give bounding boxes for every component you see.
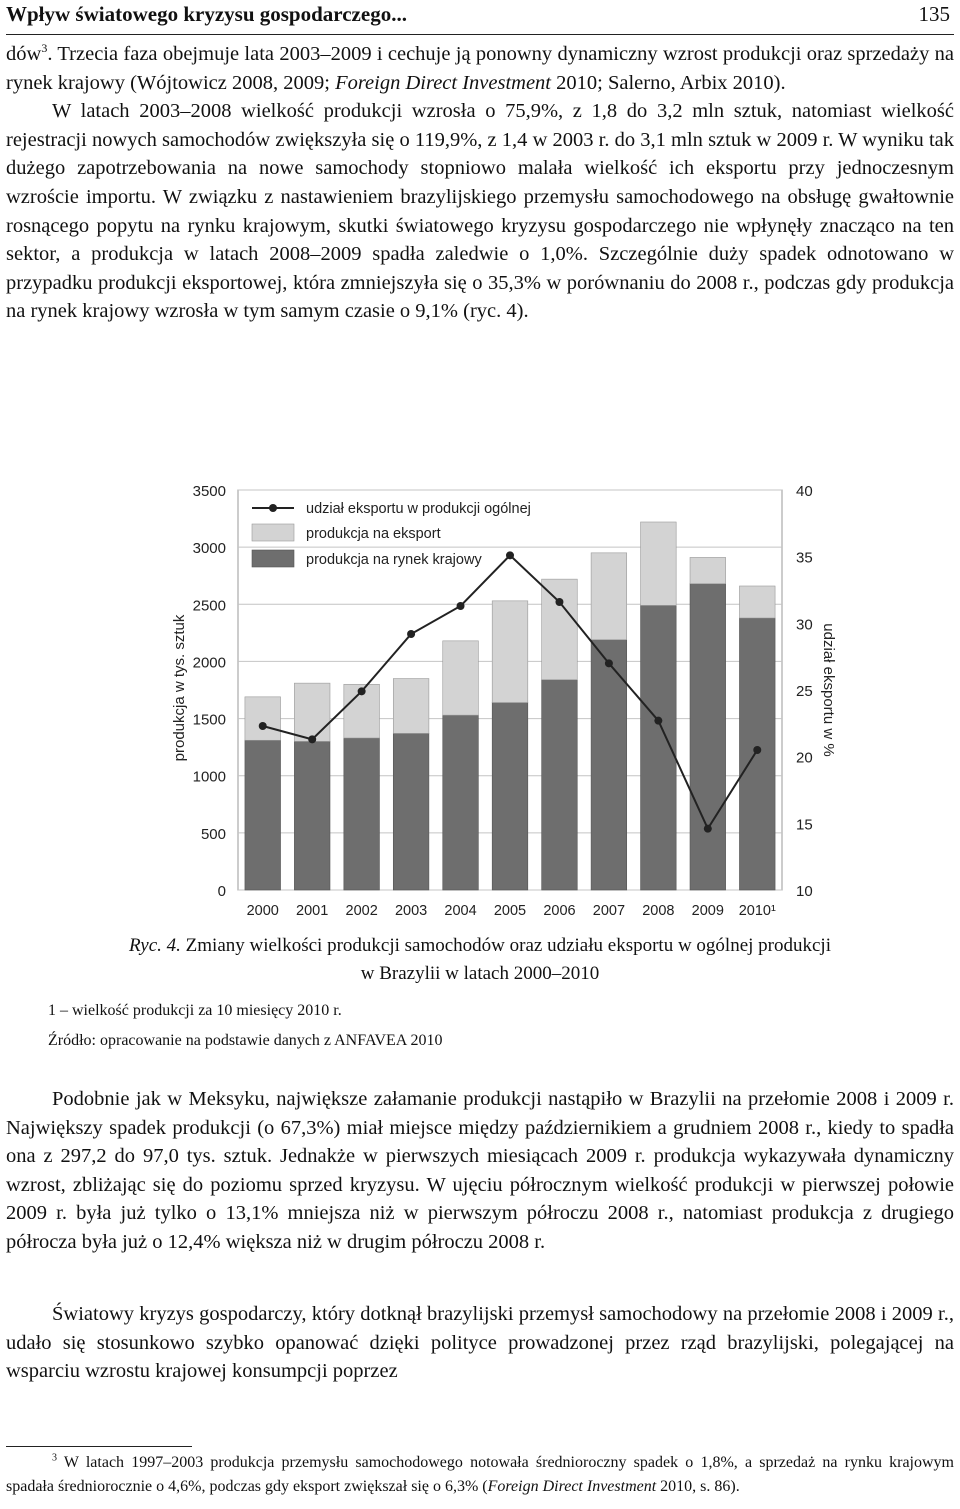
left-tick-label: 0 [217,883,226,900]
export-share-point [506,551,514,559]
figure-source: Źródło: opracowanie na podstawie danych z ANFAVEA 2010 [48,1032,443,1049]
left-tick-label: 500 [200,825,226,843]
p1-text-b: 2010; Salerno, Arbix 2010). [551,71,786,94]
export-share-point [704,825,712,833]
legend-label-line: udział eksportu w produkcji ogólnej [306,501,531,517]
p2-text: Podobnie jak w Meksyku, największe załamanie produkcji nastąpiło w Brazylii na przełomie 2008 i 2009 r. Największy spadek produkcji (o 67,3%) miał miejsce między październikiem a grudniem 2008 r., kiedy to spadła ona z 297,2 do 97,0 tys. sztuk. Jednakże w pierwszych miesiącach 2009 r. produkcja wykazywała dynamiczny wzrost, zbliżając się do poziomu sprzed kryzysu. W ujęciu półrocznym wielkość produkcji w pierwszej połowie 2009 r. była już tylko o 13,1% mniejsza niż w pierwszym półroczu 2008 r., natomiast produkcja z drugiego półrocza była już o 12,4% większa niż w drugim półroczu 2008 r. [6,1088,954,1253]
legend-label-export: produkcja na eksport [306,526,441,542]
export-share-point [457,602,465,610]
x-tick-label: 2009 [691,903,724,919]
bar-export [690,557,726,583]
p1-text-a: . Trzecia faza obejmuje lata 2003–2009 i cechuje ją ponowny dynamiczny wzrost produkcji oraz sprzedaży na rynek krajowy (Wójtowicz 2008, 2009; [6,43,954,94]
y-axis-right-title: udział eksportu w % [820,623,837,757]
left-tick-label: 3000 [192,540,226,558]
bar-domestic [245,740,281,890]
left-tick-label: 2000 [192,654,226,672]
export-share-point [654,717,662,725]
footnote-rule [6,1446,192,1447]
bar-export [245,697,281,740]
figure-note: 1 – wielkość produkcji za 10 miesięcy 2010 r. [48,1002,342,1019]
running-title: Wpływ światowego kryzysu gospodarczego... [6,2,407,26]
bar-domestic [542,680,578,890]
legend-swatch-domestic [252,550,294,567]
p1-lead: dów [6,43,42,65]
export-share-point [358,687,366,695]
export-share-point [308,735,316,743]
x-tick-label: 2006 [543,903,576,919]
export-share-point [753,746,761,754]
bar-export [542,579,578,680]
x-tick-label: 2001 [296,903,329,919]
p3-text: Światowy kryzys gospodarczy, który dotknął brazylijski przemysł samochodowy na przełomie 2008 i 2009 r., udało się stosunkowo szybko opanować dzięki polityce prowadzonej przez rząd brazylijski, polegającej na wsparciu wzrostu krajowej konsumpcji poprzez [6,1303,954,1383]
left-tick-label: 1500 [192,711,226,729]
export-share-point [407,630,415,638]
x-tick-label: 2010¹ [738,903,776,919]
caption-label: Ryc. 4. [129,935,181,956]
footnote [6,1451,954,1499]
body-paragraph-2 [6,1085,954,1257]
footnote-text-b: 2010, s. 86). [656,1478,740,1495]
bar-export [641,522,677,605]
right-tick-label: 10 [796,883,813,900]
x-tick-label: 2000 [246,903,279,919]
bar-domestic [492,703,528,890]
footnote-marker: 3 [52,1452,57,1464]
production-chart [150,478,860,926]
bar-domestic [690,584,726,890]
export-share-point [259,722,267,730]
right-tick-label: 35 [796,549,813,567]
legend-swatch-export [252,524,294,541]
x-tick-label: 2008 [642,903,675,919]
x-tick-label: 2005 [493,903,527,919]
legend-label-domestic: produkcja na rynek krajowy [306,552,482,568]
p1-text-c: W latach 2003–2008 wielkość produkcji wzrosła o 75,9%, z 1,8 do 3,2 mln sztuk, natomiast wielkość rejestracji nowych samochodów zwiększyła się o 119,9%, z 1,4 w 2003 r. do 3,1 mln sztuk w 2009 r. W wyniku tak dużego zapotrzebowania na nowe samochody stopniowo malała wielkość ich eksportu przy jednoczesnym wzroście importu. W związku z nastawieniem brazylijskiego przemysłu samochodowego na obsługę gwałtownie rosnącego popytu na rynku krajowym, skutki światowego kryzysu gospodarczego nie wpłynęły znacząco na ten sektor, a produkcja w latach 2008–2009 spadła zaledwie o 1,0%. Szczególnie duży spadek odnotowano w przypadku produkcji eksportowej, która zmniejszyła się o 35,3% w porównaniu do 2008 r., podczas gdy produkcja na rynek krajowy wzrosła w tym samym czasie o 9,1% (ryc. 4). [6,100,954,323]
bar-export [443,641,479,715]
x-tick-label: 2004 [444,903,477,919]
bar-domestic [294,741,330,890]
left-tick-label: 2500 [192,597,226,615]
figure-chart [150,478,860,926]
bar-domestic [443,715,479,890]
y-axis-title: produkcja w tys. sztuk [171,614,188,762]
bar-export [739,586,775,618]
export-share-point [555,598,563,606]
bar-export [492,601,528,703]
x-tick-label: 2003 [394,903,428,919]
caption-line1: Zmiany wielkości produkcji samochodów oraz udziału eksportu w ogólnej produkcji [185,935,831,956]
left-tick-label: 1000 [192,768,226,786]
bar-export [591,553,627,640]
x-tick-label: 2002 [345,903,378,919]
right-tick-label: 25 [796,683,813,700]
bar-domestic [344,738,380,890]
x-tick-label: 2007 [592,903,626,919]
right-tick-label: 30 [796,616,813,634]
legend-swatch-point [269,504,277,512]
right-tick-label: 40 [796,483,813,500]
figure-caption [6,932,954,988]
caption-line2: w Brazylii w latach 2000–2010 [360,963,600,984]
footnote-text-a: W latach 1997–2003 produkcja przemysłu samochodowego notowała średnioroczny spadek o 1,8%, a sprzedaż na rynku krajowym spadała średniorocznie o 4,6%, podczas gdy eksport zwiększał się o 6,3% ( [6,1454,954,1495]
bar-export [393,679,429,734]
running-header [6,0,954,35]
bar-domestic [393,733,429,890]
p1-italic-ref: Foreign Direct Investment [335,71,552,94]
page-number: 135 [918,2,950,26]
body-paragraph-1 [6,40,954,326]
footnote-ref[interactable]: 3 [41,41,48,56]
export-share-point [605,659,613,667]
right-tick-label: 15 [796,816,813,834]
left-tick-label: 3500 [192,483,226,500]
right-tick-label: 20 [796,749,813,767]
body-paragraph-3 [6,1300,954,1386]
footnote-italic-ref: Foreign Direct Investment [487,1478,657,1495]
bar-export [294,683,330,741]
